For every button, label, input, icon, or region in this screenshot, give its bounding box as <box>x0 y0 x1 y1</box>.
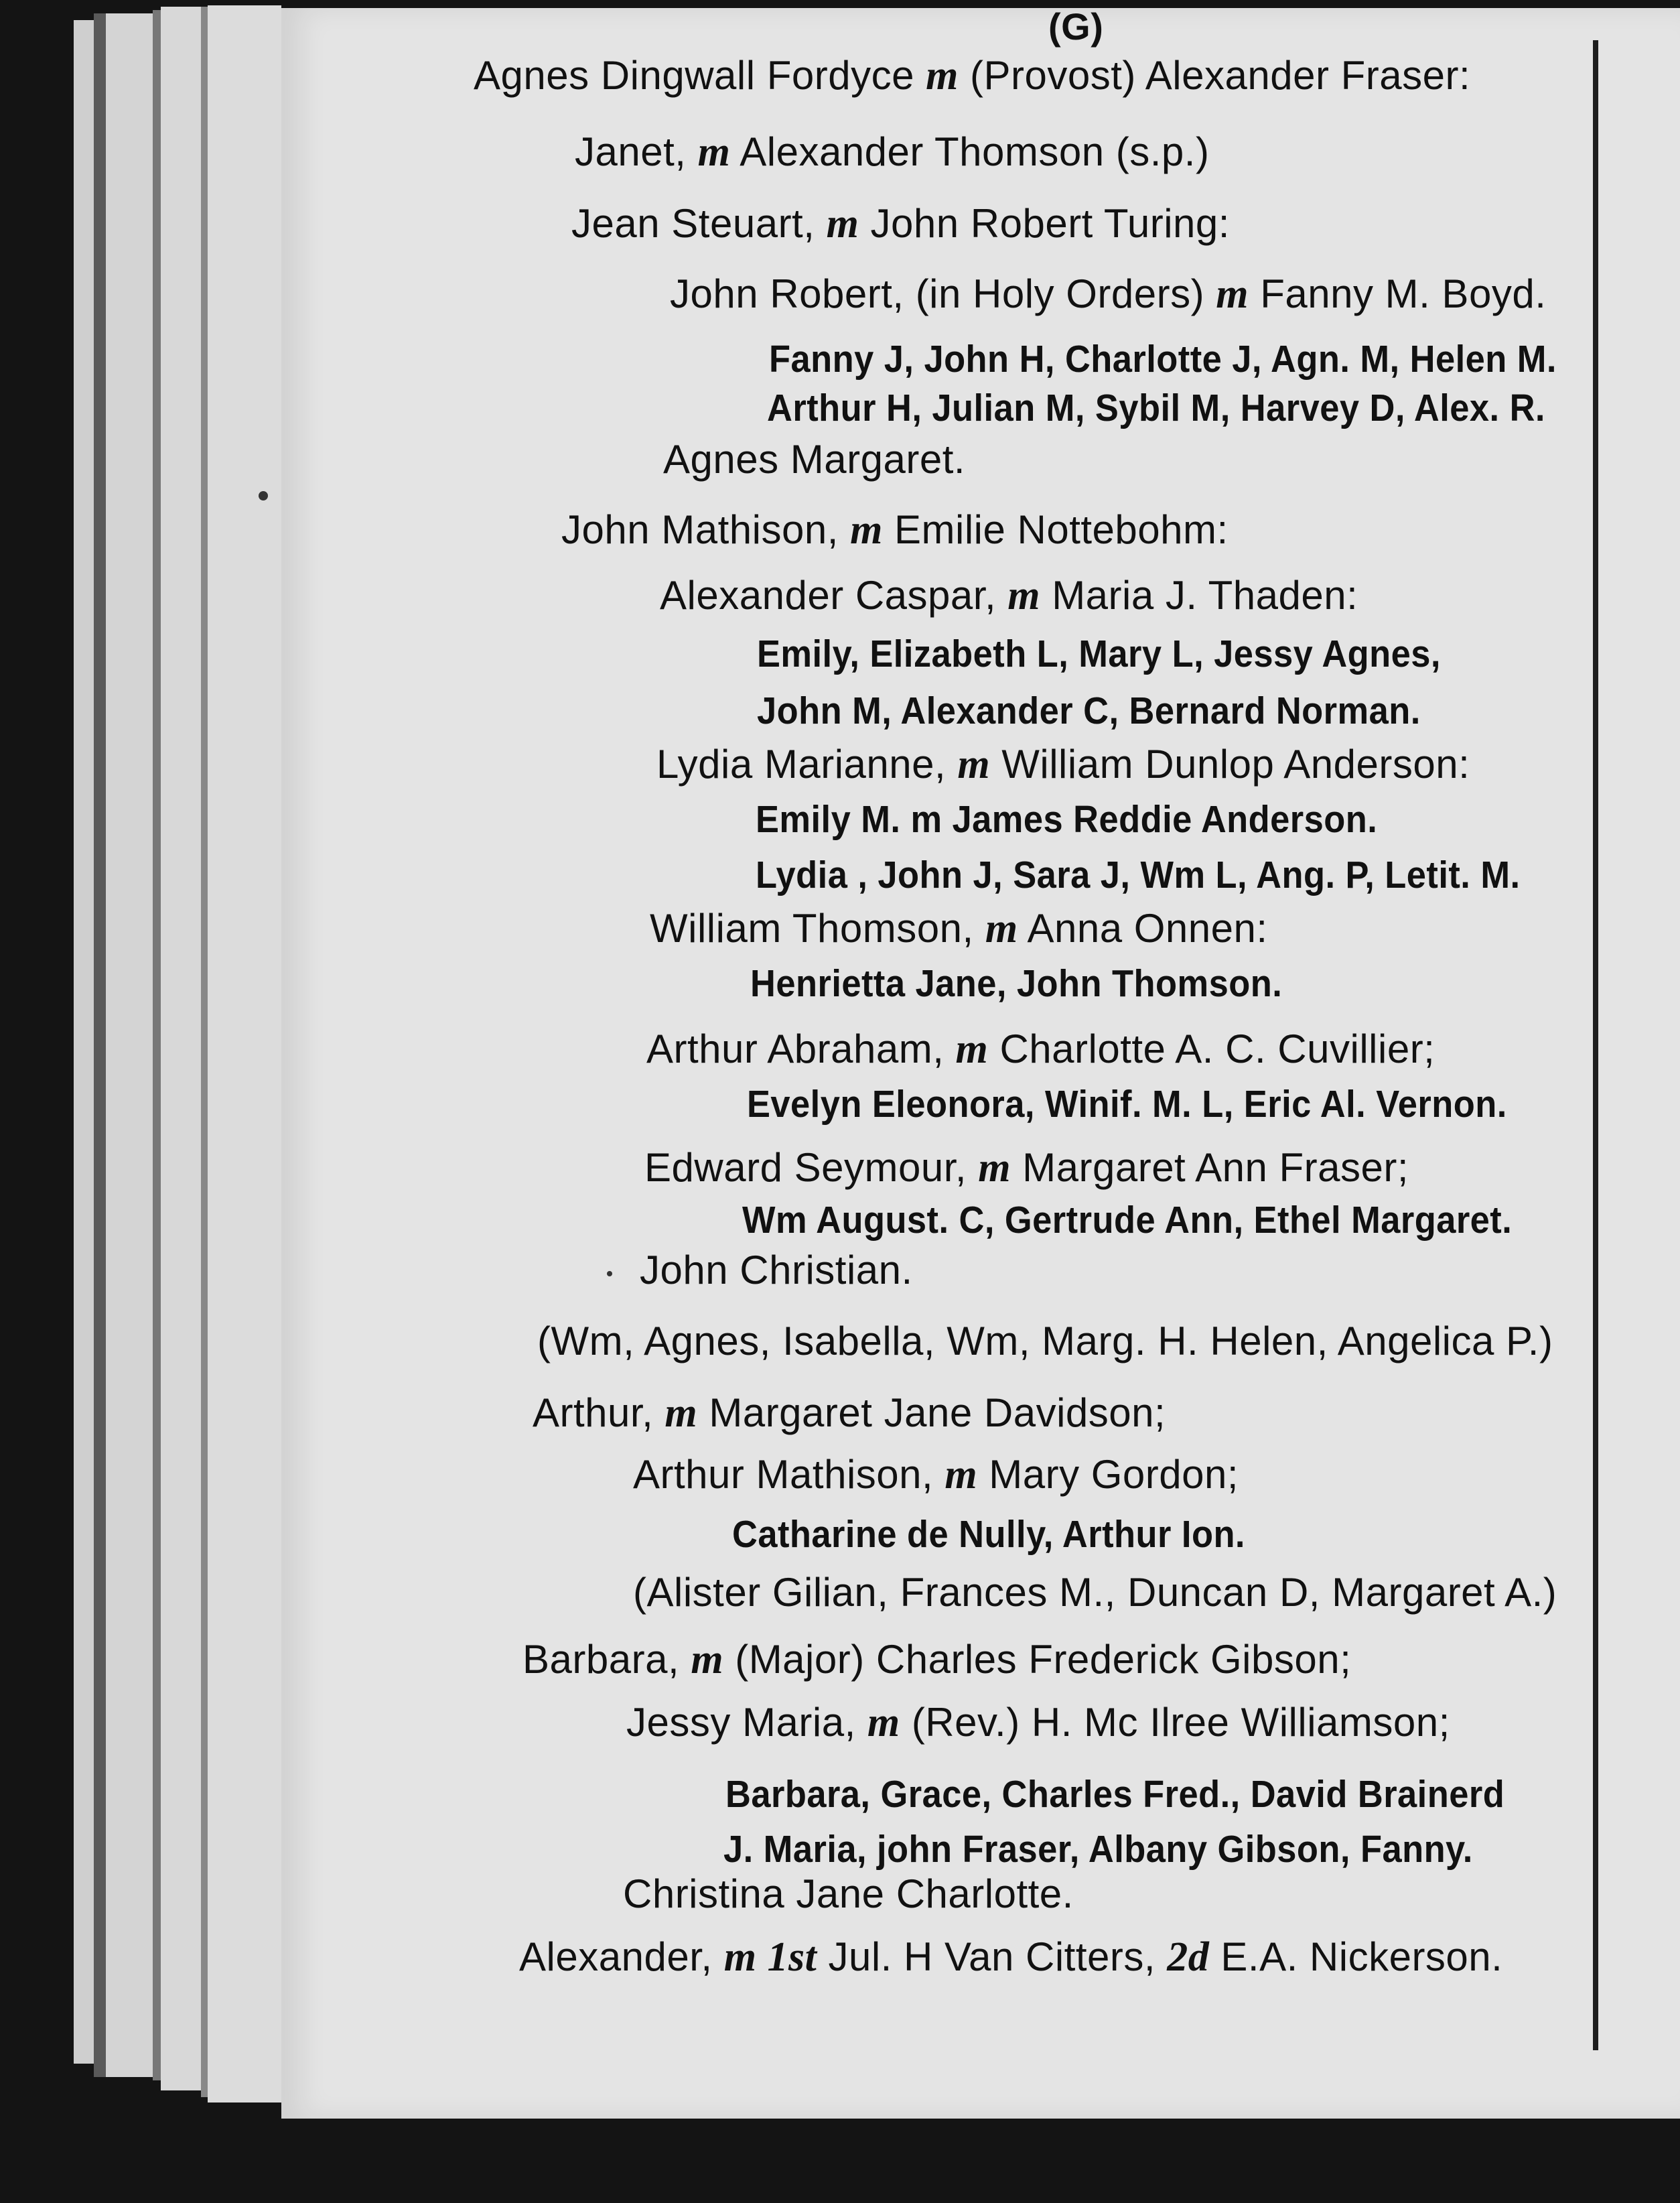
entry-line-edward-seymour: Edward Seymour, m Margaret Ann Fraser; <box>644 1145 1409 1191</box>
children-line: Barbara, Grace, Charles Fred., David Brainerd <box>725 1773 1505 1816</box>
entry-line-barbara: Barbara, m (Major) Charles Frederick Gibson; <box>522 1637 1352 1682</box>
entry-line-agnes-dingwall-fordyce: Agnes Dingwall Fordyce m (Provost) Alexander Fraser: <box>474 53 1471 98</box>
children-line: Henrietta Jane, John Thomson. <box>750 962 1283 1005</box>
entry-line-alexander: Alexander, m 1st Jul. H Van Citters, 2d E.A. Nickerson. <box>519 1934 1503 1980</box>
page-edge-rule <box>1593 40 1598 2050</box>
entry-line-jean-steuart: Jean Steuart, m John Robert Turing: <box>571 201 1230 247</box>
entry-line-parenthetical-children: (Alister Gilian, Frances M., Duncan D, Margaret A.) <box>633 1570 1557 1615</box>
entry-line-john-mathison: John Mathison, m Emilie Nottebohm: <box>561 507 1229 553</box>
children-line: John M, Alexander C, Bernard Norman. <box>757 689 1421 732</box>
entry-line-lydia-marianne: Lydia Marianne, m William Dunlop Anderson: <box>656 742 1470 787</box>
children-line: J. Maria, john Fraser, Albany Gibson, Fanny. <box>723 1828 1473 1871</box>
children-line: Lydia , John J, Sara J, Wm L, Ang. P, Letit. M. <box>756 854 1521 896</box>
children-line: Evelyn Eleonora, Winif. M. L, Eric Al. Vernon. <box>747 1083 1507 1126</box>
page-stack-edge <box>106 13 153 2077</box>
children-line: Wm August. C, Gertrude Ann, Ethel Margaret. <box>742 1199 1513 1242</box>
children-line: Catharine de Nully, Arthur Ion. <box>732 1513 1245 1556</box>
page-header: (G) <box>1048 5 1104 48</box>
entry-line-agnes-margaret: Agnes Margaret. <box>663 437 966 482</box>
children-line: Fanny J, John H, Charlotte J, Agn. M, Helen M. <box>769 338 1557 381</box>
page-speck <box>607 1271 612 1276</box>
page-stack-edge <box>74 20 94 2064</box>
children-line: Emily M. m James Reddie Anderson. <box>756 798 1378 841</box>
entry-line-parenthetical-children: (Wm, Agnes, Isabella, Wm, Marg. H. Helen, Angelica P.) <box>537 1319 1553 1363</box>
page-stack-edge <box>161 7 201 2090</box>
page-stack-gap <box>153 10 161 2080</box>
page-stack-gap <box>94 13 106 2077</box>
entry-line-arthur: Arthur, m Margaret Jane Davidson; <box>533 1390 1166 1436</box>
page-speck <box>259 491 268 500</box>
entry-line-janet: Janet, m Alexander Thomson (s.p.) <box>575 129 1210 175</box>
page-stack-edge <box>208 5 281 2102</box>
entry-line-arthur-mathison: Arthur Mathison, m Mary Gordon; <box>633 1452 1239 1497</box>
entry-line-william-thomson: William Thomson, m Anna Onnen: <box>650 906 1268 951</box>
entry-line-alexander-caspar: Alexander Caspar, m Maria J. Thaden: <box>660 573 1358 618</box>
entry-line-john-robert: John Robert, (in Holy Orders) m Fanny M. Boyd. <box>670 271 1547 317</box>
page-stack-gap <box>201 7 208 2097</box>
entry-line-arthur-abraham: Arthur Abraham, m Charlotte A. C. Cuvillier; <box>646 1026 1436 1072</box>
entry-line-christina-jane-charlotte: Christina Jane Charlotte. <box>623 1871 1074 1916</box>
entry-line-john-christian: John Christian. <box>640 1248 913 1292</box>
entry-line-jessy-maria: Jessy Maria, m (Rev.) H. Mc Ilree Williamson; <box>626 1700 1450 1745</box>
children-line: Emily, Elizabeth L, Mary L, Jessy Agnes, <box>757 632 1441 675</box>
children-line: Arthur H, Julian M, Sybil M, Harvey D, Alex. R. <box>767 387 1545 429</box>
